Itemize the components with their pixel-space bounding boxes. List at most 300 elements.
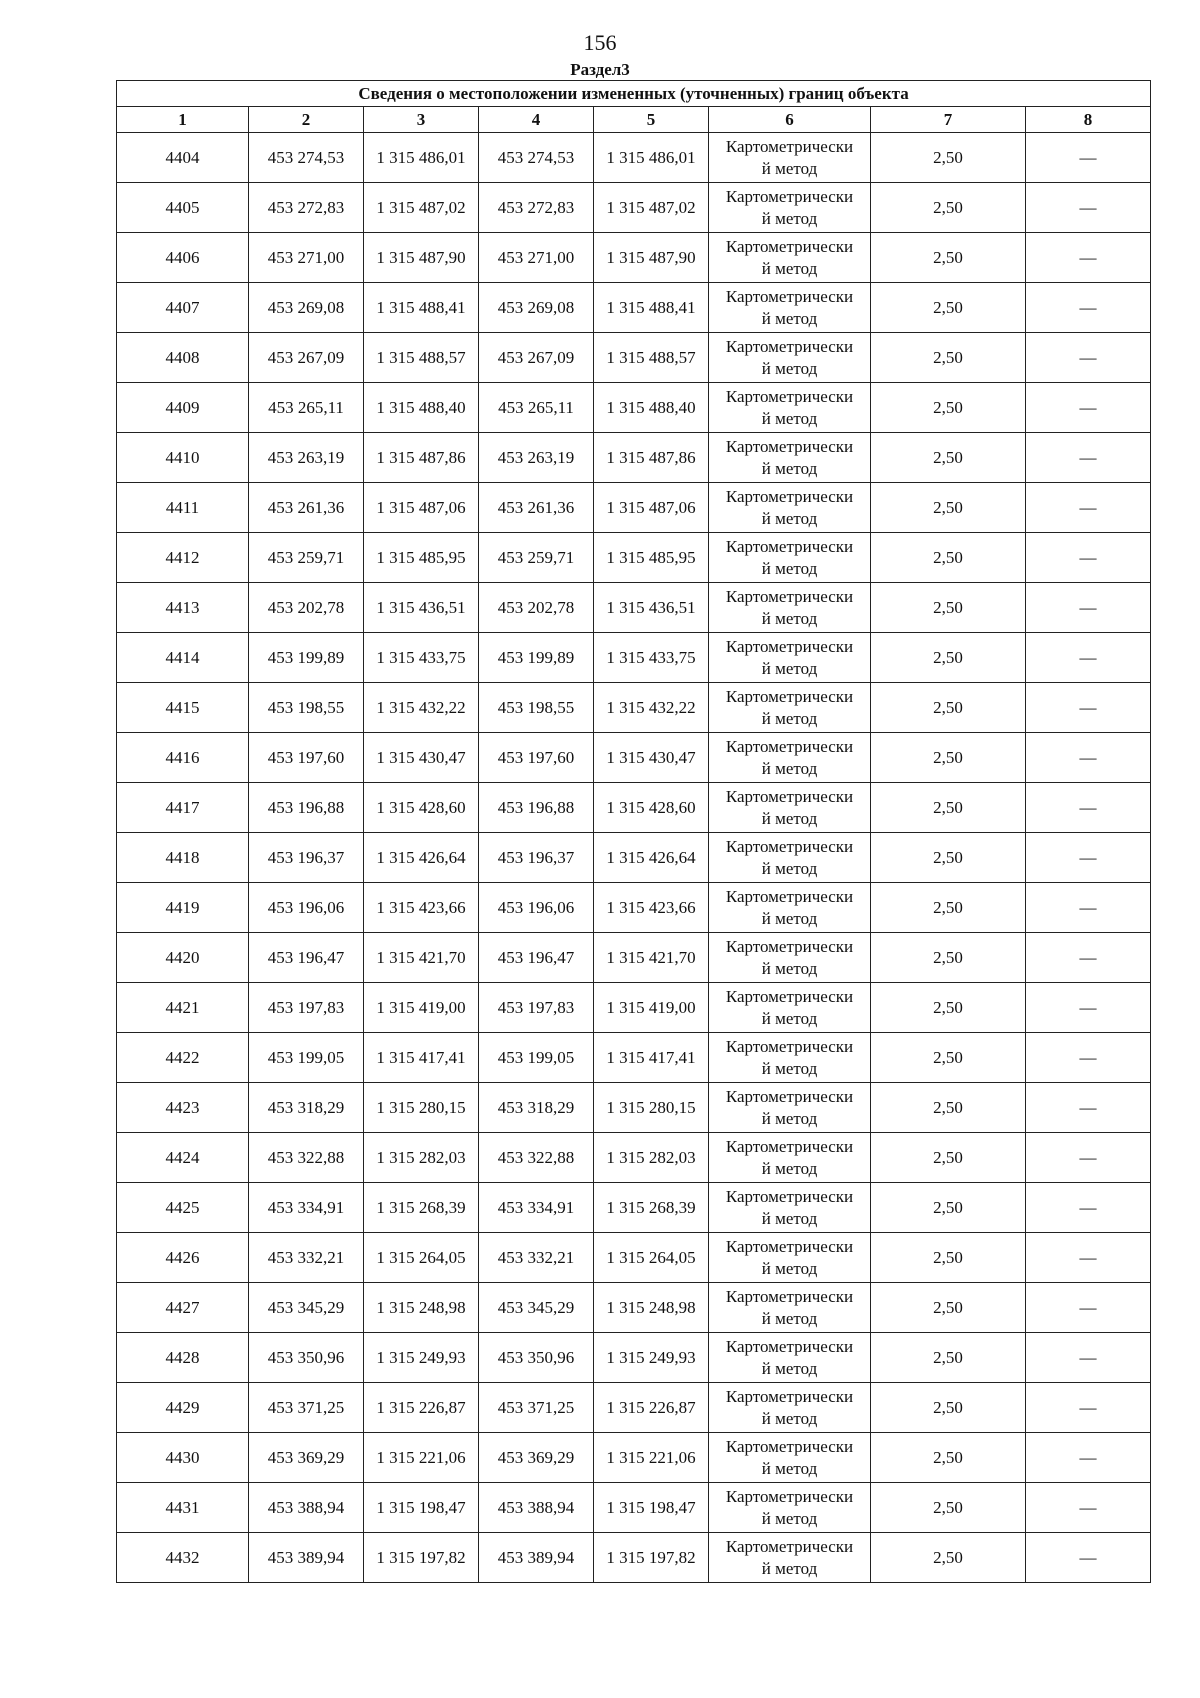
- x-old-cell: 453 196,88: [249, 783, 364, 833]
- y-old-cell: 1 315 198,47: [364, 1483, 479, 1533]
- description-cell: —: [1026, 1433, 1151, 1483]
- method-text-line: Картометрически: [725, 1086, 854, 1106]
- method-text-line: Картометрически: [725, 836, 854, 856]
- x-old-cell: 453 261,36: [249, 483, 364, 533]
- table-row: [117, 1283, 1151, 1333]
- method-cell: [709, 733, 871, 783]
- y-old-cell: 1 315 249,93: [364, 1333, 479, 1383]
- method-cell: [709, 1233, 871, 1283]
- x-old-cell: 453 369,29: [249, 1433, 364, 1483]
- point-number-cell: 4405: [117, 183, 249, 233]
- column-number: 5: [594, 107, 709, 133]
- x-old-cell: 453 202,78: [249, 583, 364, 633]
- column-number: 2: [249, 107, 364, 133]
- column-number: 1: [117, 107, 249, 133]
- method-cell: [709, 1183, 871, 1233]
- method-text-line: Картометрически: [725, 786, 854, 806]
- method-cell: [709, 1483, 871, 1533]
- column-number: 7: [871, 107, 1026, 133]
- column-number-row: [117, 107, 1151, 133]
- method-cell: [709, 783, 871, 833]
- method-cell: [709, 1383, 871, 1433]
- table-row: [117, 1083, 1151, 1133]
- accuracy-cell: 2,50: [871, 1333, 1026, 1383]
- method-text-line: Картометрически: [725, 236, 854, 256]
- description-cell: —: [1026, 183, 1151, 233]
- accuracy-cell: 2,50: [871, 533, 1026, 583]
- y-new-cell: 1 315 487,90: [594, 233, 709, 283]
- method-text-line: й метод: [761, 1008, 818, 1028]
- method-text-line: й метод: [761, 408, 818, 428]
- x-new-cell: 453 350,96: [479, 1333, 594, 1383]
- method-text-line: Картометрически: [725, 1286, 854, 1306]
- table-row: [117, 533, 1151, 583]
- method-cell: [709, 1133, 871, 1183]
- y-old-cell: 1 315 280,15: [364, 1083, 479, 1133]
- x-new-cell: 453 388,94: [479, 1483, 594, 1533]
- accuracy-cell: 2,50: [871, 783, 1026, 833]
- method-text-line: Картометрически: [725, 1136, 854, 1156]
- table-row: [117, 383, 1151, 433]
- x-new-cell: 453 318,29: [479, 1083, 594, 1133]
- description-cell: —: [1026, 583, 1151, 633]
- x-old-cell: 453 332,21: [249, 1233, 364, 1283]
- point-number-cell: 4409: [117, 383, 249, 433]
- x-old-cell: 453 274,53: [249, 133, 364, 183]
- point-number-cell: 4424: [117, 1133, 249, 1183]
- accuracy-cell: 2,50: [871, 133, 1026, 183]
- description-cell: —: [1026, 1083, 1151, 1133]
- x-new-cell: 453 271,00: [479, 233, 594, 283]
- method-text-line: й метод: [761, 1208, 818, 1228]
- y-new-cell: 1 315 430,47: [594, 733, 709, 783]
- y-new-cell: 1 315 248,98: [594, 1283, 709, 1333]
- description-cell: —: [1026, 1483, 1151, 1533]
- y-new-cell: 1 315 436,51: [594, 583, 709, 633]
- description-cell: —: [1026, 383, 1151, 433]
- column-number: 6: [709, 107, 871, 133]
- x-new-cell: 453 196,47: [479, 933, 594, 983]
- description-cell: —: [1026, 833, 1151, 883]
- description-cell: —: [1026, 1383, 1151, 1433]
- method-text-line: Картометрически: [725, 1236, 854, 1256]
- x-old-cell: 453 271,00: [249, 233, 364, 283]
- y-old-cell: 1 315 487,90: [364, 233, 479, 283]
- method-cell: [709, 1333, 871, 1383]
- method-text-line: й метод: [761, 708, 818, 728]
- method-text-line: й метод: [761, 1258, 818, 1278]
- point-number-cell: 4428: [117, 1333, 249, 1383]
- method-text-line: й метод: [761, 808, 818, 828]
- table-row: [117, 433, 1151, 483]
- description-cell: —: [1026, 433, 1151, 483]
- x-new-cell: 453 369,29: [479, 1433, 594, 1483]
- x-new-cell: 453 196,88: [479, 783, 594, 833]
- accuracy-cell: 2,50: [871, 333, 1026, 383]
- method-cell: [709, 1083, 871, 1133]
- y-new-cell: 1 315 426,64: [594, 833, 709, 883]
- accuracy-cell: 2,50: [871, 1183, 1026, 1233]
- method-cell: [709, 633, 871, 683]
- description-cell: —: [1026, 533, 1151, 583]
- y-new-cell: 1 315 488,57: [594, 333, 709, 383]
- method-text-line: й метод: [761, 908, 818, 928]
- y-old-cell: 1 315 488,41: [364, 283, 479, 333]
- accuracy-cell: 2,50: [871, 283, 1026, 333]
- point-number-cell: 4423: [117, 1083, 249, 1133]
- y-old-cell: 1 315 430,47: [364, 733, 479, 783]
- table-row: [117, 283, 1151, 333]
- method-text-line: Картометрически: [725, 286, 854, 306]
- method-cell: [709, 433, 871, 483]
- accuracy-cell: 2,50: [871, 633, 1026, 683]
- table-row: [117, 183, 1151, 233]
- table-row: [117, 1533, 1151, 1583]
- y-old-cell: 1 315 487,86: [364, 433, 479, 483]
- x-new-cell: 453 269,08: [479, 283, 594, 333]
- method-text-line: Картометрически: [725, 586, 854, 606]
- method-text-line: Картометрически: [725, 336, 854, 356]
- description-cell: —: [1026, 1133, 1151, 1183]
- x-old-cell: 453 263,19: [249, 433, 364, 483]
- y-new-cell: 1 315 428,60: [594, 783, 709, 833]
- x-old-cell: 453 318,29: [249, 1083, 364, 1133]
- coordinates-table: [116, 80, 1151, 1583]
- y-old-cell: 1 315 423,66: [364, 883, 479, 933]
- accuracy-cell: 2,50: [871, 1133, 1026, 1183]
- description-cell: —: [1026, 1233, 1151, 1283]
- x-old-cell: 453 334,91: [249, 1183, 364, 1233]
- accuracy-cell: 2,50: [871, 1483, 1026, 1533]
- point-number-cell: 4425: [117, 1183, 249, 1233]
- y-old-cell: 1 315 486,01: [364, 133, 479, 183]
- y-old-cell: 1 315 487,06: [364, 483, 479, 533]
- method-text-line: Картометрически: [725, 136, 854, 156]
- column-number: 4: [479, 107, 594, 133]
- x-old-cell: 453 371,25: [249, 1383, 364, 1433]
- method-text-line: Картометрически: [725, 1386, 854, 1406]
- x-new-cell: 453 265,11: [479, 383, 594, 433]
- point-number-cell: 4432: [117, 1533, 249, 1583]
- point-number-cell: 4427: [117, 1283, 249, 1333]
- description-cell: —: [1026, 783, 1151, 833]
- method-text-line: й метод: [761, 358, 818, 378]
- y-new-cell: 1 315 423,66: [594, 883, 709, 933]
- accuracy-cell: 2,50: [871, 583, 1026, 633]
- method-text-line: й метод: [761, 458, 818, 478]
- y-old-cell: 1 315 419,00: [364, 983, 479, 1033]
- x-new-cell: 453 261,36: [479, 483, 594, 533]
- table-caption-row: [117, 81, 1151, 107]
- point-number-cell: 4426: [117, 1233, 249, 1283]
- point-number-cell: 4411: [117, 483, 249, 533]
- point-number-cell: 4417: [117, 783, 249, 833]
- method-text-line: Картометрически: [725, 486, 854, 506]
- point-number-cell: 4419: [117, 883, 249, 933]
- y-new-cell: 1 315 282,03: [594, 1133, 709, 1183]
- x-new-cell: 453 197,83: [479, 983, 594, 1033]
- x-new-cell: 453 272,83: [479, 183, 594, 233]
- x-new-cell: 453 332,21: [479, 1233, 594, 1283]
- table-row: [117, 1133, 1151, 1183]
- table-row: [117, 733, 1151, 783]
- method-cell: [709, 1433, 871, 1483]
- accuracy-cell: 2,50: [871, 233, 1026, 283]
- accuracy-cell: 2,50: [871, 883, 1026, 933]
- point-number-cell: 4404: [117, 133, 249, 183]
- method-text-line: Картометрически: [725, 1186, 854, 1206]
- x-old-cell: 453 389,94: [249, 1533, 364, 1583]
- method-text-line: й метод: [761, 1158, 818, 1178]
- x-old-cell: 453 197,60: [249, 733, 364, 783]
- y-new-cell: 1 315 221,06: [594, 1433, 709, 1483]
- x-new-cell: 453 345,29: [479, 1283, 594, 1333]
- y-new-cell: 1 315 268,39: [594, 1183, 709, 1233]
- accuracy-cell: 2,50: [871, 983, 1026, 1033]
- y-old-cell: 1 315 428,60: [364, 783, 479, 833]
- description-cell: —: [1026, 1533, 1151, 1583]
- x-new-cell: 453 202,78: [479, 583, 594, 633]
- table-row: [117, 1333, 1151, 1383]
- method-text-line: й метод: [761, 1308, 818, 1328]
- point-number-cell: 4430: [117, 1433, 249, 1483]
- table-caption: Сведения о местоположении измененных (уточненных) границ объекта: [117, 81, 1151, 107]
- y-old-cell: 1 315 282,03: [364, 1133, 479, 1183]
- y-old-cell: 1 315 221,06: [364, 1433, 479, 1483]
- x-old-cell: 453 196,47: [249, 933, 364, 983]
- method-text-line: Картометрически: [725, 436, 854, 456]
- table-row: [117, 1183, 1151, 1233]
- y-new-cell: 1 315 421,70: [594, 933, 709, 983]
- method-text-line: Картометрически: [725, 386, 854, 406]
- x-new-cell: 453 263,19: [479, 433, 594, 483]
- method-cell: [709, 333, 871, 383]
- method-text-line: Картометрически: [725, 686, 854, 706]
- x-old-cell: 453 198,55: [249, 683, 364, 733]
- y-new-cell: 1 315 488,40: [594, 383, 709, 433]
- y-new-cell: 1 315 487,06: [594, 483, 709, 533]
- method-cell: [709, 533, 871, 583]
- description-cell: —: [1026, 333, 1151, 383]
- y-old-cell: 1 315 248,98: [364, 1283, 479, 1333]
- method-text-line: й метод: [761, 1408, 818, 1428]
- point-number-cell: 4412: [117, 533, 249, 583]
- x-old-cell: 453 345,29: [249, 1283, 364, 1333]
- accuracy-cell: 2,50: [871, 1233, 1026, 1283]
- method-text-line: й метод: [761, 558, 818, 578]
- y-old-cell: 1 315 226,87: [364, 1383, 479, 1433]
- y-old-cell: 1 315 268,39: [364, 1183, 479, 1233]
- table-row: [117, 633, 1151, 683]
- y-new-cell: 1 315 432,22: [594, 683, 709, 733]
- x-old-cell: 453 196,06: [249, 883, 364, 933]
- method-cell: [709, 233, 871, 283]
- x-new-cell: 453 334,91: [479, 1183, 594, 1233]
- table-row: [117, 233, 1151, 283]
- description-cell: —: [1026, 1183, 1151, 1233]
- method-text-line: й метод: [761, 508, 818, 528]
- y-old-cell: 1 315 197,82: [364, 1533, 479, 1583]
- y-new-cell: 1 315 264,05: [594, 1233, 709, 1283]
- accuracy-cell: 2,50: [871, 1033, 1026, 1083]
- method-text-line: й метод: [761, 1058, 818, 1078]
- description-cell: —: [1026, 233, 1151, 283]
- x-new-cell: 453 197,60: [479, 733, 594, 783]
- y-new-cell: 1 315 487,02: [594, 183, 709, 233]
- table-row: [117, 483, 1151, 533]
- method-text-line: й метод: [761, 608, 818, 628]
- method-text-line: й метод: [761, 658, 818, 678]
- accuracy-cell: 2,50: [871, 1533, 1026, 1583]
- method-text-line: Картометрически: [725, 1536, 854, 1556]
- y-new-cell: 1 315 226,87: [594, 1383, 709, 1433]
- point-number-cell: 4420: [117, 933, 249, 983]
- x-new-cell: 453 199,89: [479, 633, 594, 683]
- x-new-cell: 453 371,25: [479, 1383, 594, 1433]
- method-text-line: Картометрически: [725, 736, 854, 756]
- method-text-line: й метод: [761, 1558, 818, 1578]
- point-number-cell: 4407: [117, 283, 249, 333]
- y-old-cell: 1 315 436,51: [364, 583, 479, 633]
- table-row: [117, 833, 1151, 883]
- x-old-cell: 453 259,71: [249, 533, 364, 583]
- y-new-cell: 1 315 197,82: [594, 1533, 709, 1583]
- method-text-line: Картометрически: [725, 886, 854, 906]
- method-text-line: Картометрически: [725, 1436, 854, 1456]
- table-row: [117, 333, 1151, 383]
- description-cell: —: [1026, 733, 1151, 783]
- method-text-line: й метод: [761, 958, 818, 978]
- method-text-line: Картометрически: [725, 636, 854, 656]
- description-cell: —: [1026, 283, 1151, 333]
- point-number-cell: 4416: [117, 733, 249, 783]
- column-number: 3: [364, 107, 479, 133]
- table-row: [117, 1383, 1151, 1433]
- point-number-cell: 4414: [117, 633, 249, 683]
- description-cell: —: [1026, 483, 1151, 533]
- method-text-line: Картометрически: [725, 936, 854, 956]
- accuracy-cell: 2,50: [871, 183, 1026, 233]
- method-text-line: й метод: [761, 158, 818, 178]
- method-cell: [709, 933, 871, 983]
- description-cell: —: [1026, 1333, 1151, 1383]
- method-cell: [709, 1033, 871, 1083]
- x-old-cell: 453 196,37: [249, 833, 364, 883]
- method-cell: [709, 483, 871, 533]
- method-text-line: й метод: [761, 208, 818, 228]
- point-number-cell: 4410: [117, 433, 249, 483]
- y-new-cell: 1 315 488,41: [594, 283, 709, 333]
- method-cell: [709, 583, 871, 633]
- method-text-line: Картометрически: [725, 1336, 854, 1356]
- x-new-cell: 453 196,37: [479, 833, 594, 883]
- method-text-line: й метод: [761, 308, 818, 328]
- method-cell: [709, 883, 871, 933]
- table-row: [117, 683, 1151, 733]
- y-new-cell: 1 315 433,75: [594, 633, 709, 683]
- x-old-cell: 453 199,05: [249, 1033, 364, 1083]
- x-old-cell: 453 269,08: [249, 283, 364, 333]
- accuracy-cell: 2,50: [871, 683, 1026, 733]
- column-number: 8: [1026, 107, 1151, 133]
- method-cell: [709, 183, 871, 233]
- description-cell: —: [1026, 1033, 1151, 1083]
- method-cell: [709, 1533, 871, 1583]
- method-cell: [709, 1283, 871, 1333]
- x-new-cell: 453 389,94: [479, 1533, 594, 1583]
- y-old-cell: 1 315 488,40: [364, 383, 479, 433]
- y-old-cell: 1 315 264,05: [364, 1233, 479, 1283]
- y-new-cell: 1 315 249,93: [594, 1333, 709, 1383]
- y-new-cell: 1 315 486,01: [594, 133, 709, 183]
- x-new-cell: 453 199,05: [479, 1033, 594, 1083]
- method-cell: [709, 133, 871, 183]
- table-row: [117, 883, 1151, 933]
- method-text-line: й метод: [761, 258, 818, 278]
- y-old-cell: 1 315 433,75: [364, 633, 479, 683]
- table-row: [117, 933, 1151, 983]
- section-title: Раздел3: [570, 60, 630, 79]
- description-cell: —: [1026, 633, 1151, 683]
- method-text-line: й метод: [761, 1458, 818, 1478]
- page-number: 156: [583, 30, 617, 55]
- description-cell: —: [1026, 133, 1151, 183]
- x-old-cell: 453 199,89: [249, 633, 364, 683]
- point-number-cell: 4431: [117, 1483, 249, 1533]
- point-number-cell: 4413: [117, 583, 249, 633]
- method-text-line: Картометрически: [725, 1486, 854, 1506]
- y-old-cell: 1 315 488,57: [364, 333, 479, 383]
- y-old-cell: 1 315 487,02: [364, 183, 479, 233]
- x-new-cell: 453 274,53: [479, 133, 594, 183]
- accuracy-cell: 2,50: [871, 1433, 1026, 1483]
- description-cell: —: [1026, 1283, 1151, 1333]
- description-cell: —: [1026, 683, 1151, 733]
- y-new-cell: 1 315 280,15: [594, 1083, 709, 1133]
- x-new-cell: 453 198,55: [479, 683, 594, 733]
- x-new-cell: 453 322,88: [479, 1133, 594, 1183]
- x-old-cell: 453 265,11: [249, 383, 364, 433]
- description-cell: —: [1026, 883, 1151, 933]
- accuracy-cell: 2,50: [871, 1383, 1026, 1433]
- y-new-cell: 1 315 485,95: [594, 533, 709, 583]
- method-text-line: Картометрически: [725, 986, 854, 1006]
- description-cell: —: [1026, 933, 1151, 983]
- table-body: [117, 81, 1151, 1583]
- x-old-cell: 453 322,88: [249, 1133, 364, 1183]
- method-cell: [709, 833, 871, 883]
- method-cell: [709, 983, 871, 1033]
- accuracy-cell: 2,50: [871, 433, 1026, 483]
- y-old-cell: 1 315 485,95: [364, 533, 479, 583]
- accuracy-cell: 2,50: [871, 733, 1026, 783]
- description-cell: —: [1026, 983, 1151, 1033]
- table-row: [117, 783, 1151, 833]
- y-new-cell: 1 315 419,00: [594, 983, 709, 1033]
- method-cell: [709, 383, 871, 433]
- point-number-cell: 4422: [117, 1033, 249, 1083]
- accuracy-cell: 2,50: [871, 833, 1026, 883]
- point-number-cell: 4415: [117, 683, 249, 733]
- y-old-cell: 1 315 417,41: [364, 1033, 479, 1083]
- y-new-cell: 1 315 417,41: [594, 1033, 709, 1083]
- x-new-cell: 453 259,71: [479, 533, 594, 583]
- table-row: [117, 1433, 1151, 1483]
- accuracy-cell: 2,50: [871, 383, 1026, 433]
- point-number-cell: 4421: [117, 983, 249, 1033]
- table-row: [117, 1233, 1151, 1283]
- accuracy-cell: 2,50: [871, 933, 1026, 983]
